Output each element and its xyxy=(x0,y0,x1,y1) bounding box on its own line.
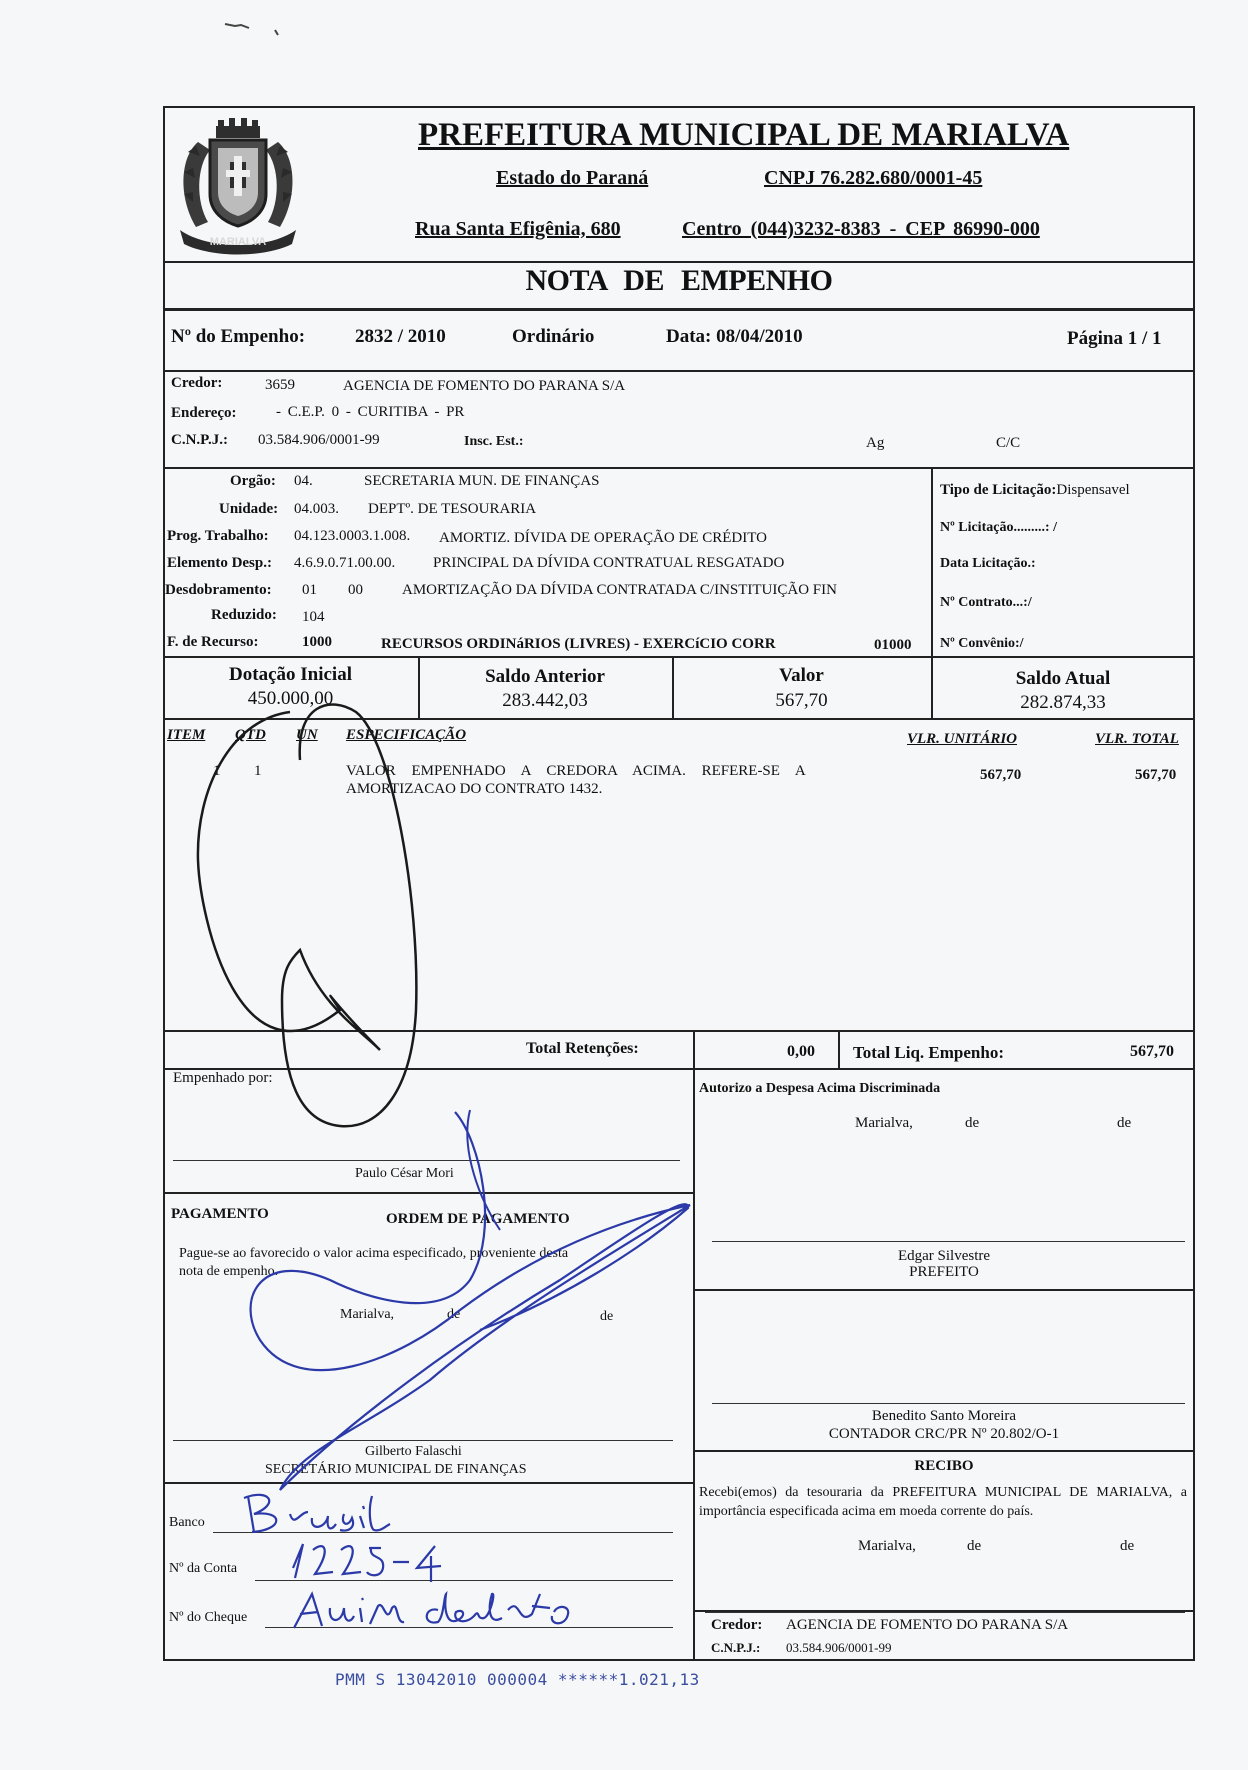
empenhado-name: Paulo César Mori xyxy=(355,1166,454,1181)
item-number: 1 xyxy=(213,763,221,779)
unidade-label: Unidade: xyxy=(219,501,279,517)
recibo-title: RECIBO xyxy=(914,1458,974,1474)
item-unit-value: 567,70 xyxy=(980,767,1022,783)
contador-name: Benedito Santo Moreira xyxy=(871,1408,1017,1424)
rule-contador xyxy=(693,1450,1195,1452)
scribble-mark xyxy=(225,24,278,35)
contador-signature-line xyxy=(712,1403,1185,1404)
rule-totais-divider xyxy=(838,1030,840,1068)
empenho-date: Data: 08/04/2010 xyxy=(666,326,803,347)
rule-items xyxy=(163,1030,1195,1032)
recurso-label: F. de Recurso: xyxy=(167,634,259,650)
empenho-number: 2832 / 2010 xyxy=(355,326,446,347)
autorizo-de1: de xyxy=(965,1115,980,1131)
endereco-label: Endereço: xyxy=(171,405,237,421)
endereco-value: - C.E.P. 0 - CURITIBA - PR xyxy=(276,404,465,420)
rule-credor xyxy=(163,467,1195,469)
rule-autorizo xyxy=(693,1289,1195,1291)
licitacao-tipo-label: Tipo de Licitação: xyxy=(940,482,1057,498)
recibo-de2: de xyxy=(1120,1538,1135,1554)
conta-label: Nº da Conta xyxy=(169,1561,238,1576)
recibo-signature-line xyxy=(705,1612,1185,1613)
licitacao-tipo-value: Dispensavel xyxy=(1056,482,1130,498)
desdobramento-desc: AMORTIZAÇÃO DA DÍVIDA CONTRATADA C/INSTITUIÇÃO FIN xyxy=(402,582,837,598)
recibo-place: Marialva, xyxy=(858,1538,916,1554)
col-header-total: VLR. TOTAL xyxy=(1095,731,1179,747)
empenhado-label: Empenhado por: xyxy=(173,1070,273,1086)
secretario-role: SECRETÁRIO MUNICIPAL DE FINANÇAS xyxy=(265,1462,527,1477)
elemento-desc: PRINCIPAL DA DÍVIDA CONTRATUAL RESGATADO xyxy=(433,555,785,571)
pagamento-label: PAGAMENTO xyxy=(171,1206,269,1222)
saldo-anterior-value: 283.442,03 xyxy=(502,690,588,711)
elemento-code: 4.6.9.0.71.00.00. xyxy=(294,555,396,571)
cheque-label: Nº do Cheque xyxy=(169,1610,248,1625)
valor-value: 567,70 xyxy=(775,690,828,711)
logo-text: MARIALVA xyxy=(209,236,267,248)
item-total-value: 567,70 xyxy=(1135,767,1177,783)
col-header-qtd: QTD xyxy=(235,727,266,743)
recibo-de1: de xyxy=(967,1538,982,1554)
total-liquido-value: 567,70 xyxy=(1130,1043,1174,1060)
desdobramento-code1: 01 xyxy=(302,582,317,598)
recurso-desc: RECURSOS ORDINáRIOS (LIVRES) - EXERCíCIO CORR xyxy=(381,636,776,652)
pagamento-de2: de xyxy=(600,1309,614,1324)
item-desc-line2: AMORTIZACAO DO CONTRATO 1432. xyxy=(346,781,603,797)
cnpj-label: C.N.P.J.: xyxy=(171,432,228,448)
ordem-pagamento-title: ORDEM DE PAGAMENTO xyxy=(386,1211,570,1227)
unidade-code: 04.003. xyxy=(294,501,339,517)
orgao-desc: SECRETARIA MUN. DE FINANÇAS xyxy=(364,473,600,489)
col-header-item: ITEM xyxy=(167,727,206,743)
empenho-type: Ordinário xyxy=(512,326,595,347)
autorizo-place: Marialva, xyxy=(855,1115,913,1131)
item-qtd: 1 xyxy=(254,763,262,779)
header-address: Rua Santa Efigênia, 680 xyxy=(415,218,621,240)
bank-stamp: PMM S 13042010 000004 ******1.021,13 xyxy=(335,1670,700,1689)
banco-handwritten xyxy=(240,1488,480,1538)
total-retencoes-value: 0,00 xyxy=(787,1043,815,1060)
pagamento-text-2: nota de empenho. xyxy=(179,1264,279,1279)
header-address-rest: Centro (044)3232-8383 - CEP 86990-000 xyxy=(682,218,1040,240)
rule-totais xyxy=(163,1068,1195,1070)
prefeito-role: PREFEITO xyxy=(909,1264,979,1280)
prog-trabalho-desc: AMORTIZ. DÍVIDA DE OPERAÇÃO DE CRÉDITO xyxy=(439,530,767,546)
licitacao-convenio: Nº Convênio:/ xyxy=(940,636,1024,651)
prog-trabalho-code: 04.123.0003.1.008. xyxy=(294,528,411,544)
item-desc-line1: VALOR EMPENHADO A CREDORA ACIMA. REFERE-SE A xyxy=(346,763,806,779)
autorizo-de2: de xyxy=(1117,1115,1132,1131)
recurso-code: 1000 xyxy=(302,634,332,650)
rule-empenho xyxy=(163,370,1195,372)
secretario-signature-line xyxy=(173,1440,673,1441)
contador-role: CONTADOR CRC/PR Nº 20.802/O-1 xyxy=(828,1426,1060,1442)
insc-est-label: Insc. Est.: xyxy=(464,434,524,449)
cc-label: C/C xyxy=(996,435,1021,451)
licitacao-contrato: Nº Contrato...:/ xyxy=(940,595,1032,610)
licitacao-tipo xyxy=(940,482,1130,499)
ag-label: Ag xyxy=(866,435,885,451)
credor-name: AGENCIA DE FOMENTO DO PARANA S/A xyxy=(343,378,626,394)
cnpj-value: 03.584.906/0001-99 xyxy=(258,432,380,448)
desdobramento-label: Desdobramento: xyxy=(165,582,272,598)
prog-trabalho-label: Prog. Trabalho: xyxy=(167,528,269,544)
col-header-un: UN xyxy=(296,727,318,743)
header-state: Estado do Paraná xyxy=(496,167,649,189)
rule-header xyxy=(163,261,1195,263)
pagamento-de1: de xyxy=(447,1307,461,1322)
autorizo-label: Autorizo a Despesa Acima Discriminada xyxy=(699,1081,941,1096)
recurso-code2: 01000 xyxy=(874,637,912,653)
rule-bottom-divider xyxy=(693,1030,695,1661)
document-title: NOTA DE EMPENHO xyxy=(525,264,833,297)
recibo-credor-value: AGENCIA DE FOMENTO DO PARANA S/A xyxy=(786,1617,1069,1633)
recibo-cnpj-label: C.N.P.J.: xyxy=(711,1640,761,1655)
valor-label: Valor xyxy=(779,665,824,686)
reduzido-value: 104 xyxy=(302,609,325,625)
credor-code: 3659 xyxy=(265,377,295,393)
cheque-handwritten xyxy=(288,1586,578,1636)
orgao-label: Orgão: xyxy=(230,473,276,489)
prefeito-signature-line xyxy=(712,1241,1185,1242)
licitacao-data: Data Licitação.: xyxy=(940,556,1036,571)
recibo-cnpj-value: 03.584.906/0001-99 xyxy=(786,1640,892,1655)
empenhado-signature-line xyxy=(173,1160,680,1161)
rule-pagamento xyxy=(163,1482,693,1484)
recibo-credor-label: Credor: xyxy=(711,1617,763,1633)
rule-title xyxy=(163,308,1195,311)
unidade-desc: DEPTº. DE TESOURARIA xyxy=(368,501,537,517)
page-title: PREFEITURA MUNICIPAL DE MARIALVA xyxy=(418,117,1070,153)
reduzido-label: Reduzido: xyxy=(211,607,277,623)
rule-saldos xyxy=(163,718,1195,720)
dotacao-value: 450.000,00 xyxy=(247,688,334,709)
dotacao-label: Dotação Inicial xyxy=(229,664,352,685)
pagamento-place: Marialva, xyxy=(340,1307,395,1322)
page-number: Página 1 / 1 xyxy=(1067,328,1162,349)
rule-orcamento xyxy=(163,656,1195,658)
total-liquido-label: Total Liq. Empenho: xyxy=(853,1043,1004,1062)
desdobramento-code2: 00 xyxy=(348,582,363,598)
recibo-text: Recebi(emos) da tesouraria da PREFEITURA MUNICIPAL DE MARIALVA, a importância especificada acima em moeda corrente do país. xyxy=(699,1485,1187,1519)
saldo-atual-label: Saldo Atual xyxy=(1015,668,1111,689)
total-retencoes-label: Total Retenções: xyxy=(526,1040,639,1057)
pagamento-text-1: Pague-se ao favorecido o valor acima especificado, proveniente desta xyxy=(179,1246,569,1261)
saldo-anterior-label: Saldo Anterior xyxy=(485,666,605,687)
col-header-unitario: VLR. UNITÁRIO xyxy=(907,731,1018,747)
empenho-number-label: Nº do Empenho: xyxy=(171,326,306,347)
prefeito-name: Edgar Silvestre xyxy=(897,1248,991,1264)
secretario-name: Gilberto Falaschi xyxy=(365,1444,462,1459)
header-cnpj: CNPJ 76.282.680/0001-45 xyxy=(764,167,983,189)
marialva-coat-of-arms xyxy=(168,112,308,258)
col-header-especificacao: ESPECIFICAÇÃO xyxy=(346,727,467,743)
rule-empenhado xyxy=(163,1192,693,1194)
elemento-label: Elemento Desp.: xyxy=(167,555,272,571)
banco-label: Banco xyxy=(169,1515,205,1530)
licitacao-numero: Nº Licitação.........: / xyxy=(940,520,1057,535)
conta-handwritten xyxy=(285,1538,485,1584)
saldo-atual-value: 282.874,33 xyxy=(1020,692,1106,713)
orgao-code: 04. xyxy=(294,473,313,489)
credor-label: Credor: xyxy=(171,375,223,391)
